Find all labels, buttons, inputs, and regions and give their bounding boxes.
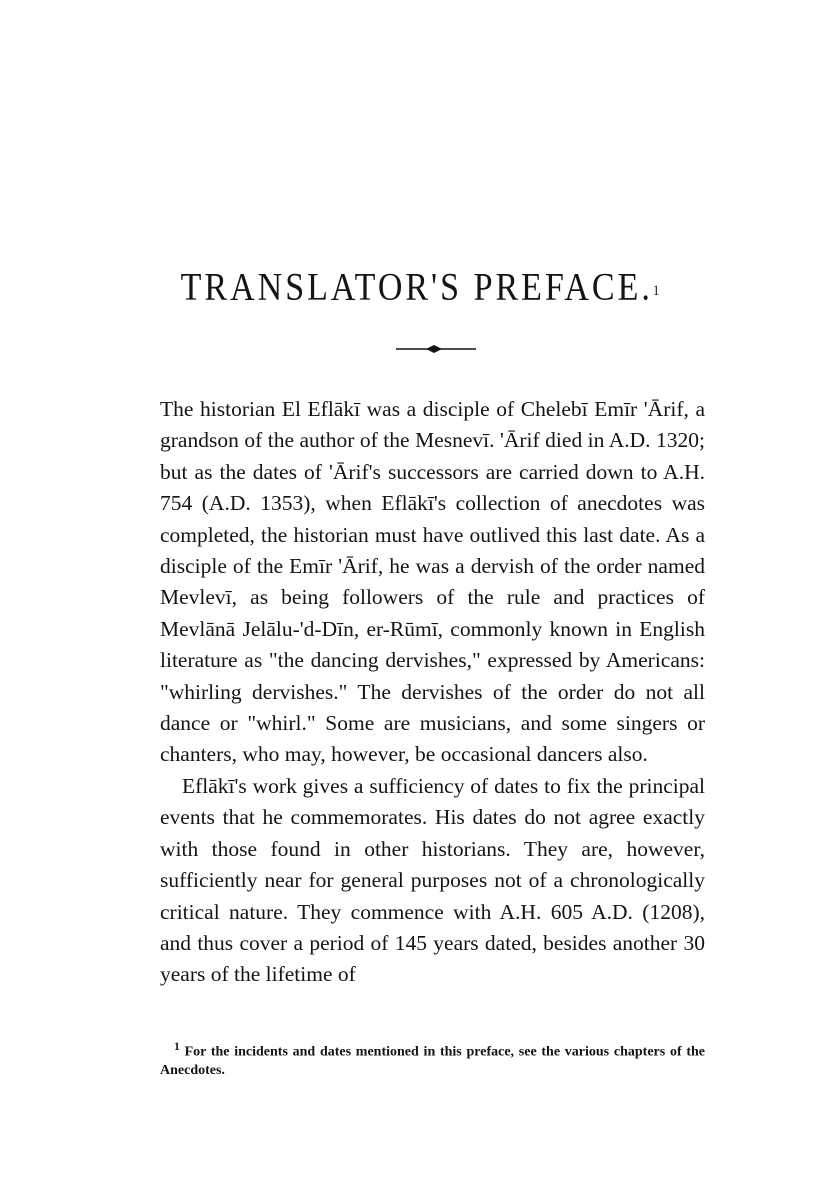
page-title-text: TRANSLATOR'S PREFACE.	[180, 266, 653, 309]
body-text	[160, 394, 705, 991]
ornament-divider	[396, 342, 476, 356]
paragraph-2: Eflākī's work gives a sufficiency of dates to fix the principal events that he commemorates. His dates do not agree exactly with those found in other historians. They are, however, sufficiently near for general purposes not of a chronologically critical nature. They commence with A.H. 605 A.D. (1208), and thus cover a period of 145 years dated, besides another 30 years of the lifetime of	[160, 773, 705, 987]
footnote	[160, 1038, 705, 1080]
page-title	[0, 265, 840, 311]
title-footnote-marker: 1	[652, 281, 660, 299]
footnote-body	[160, 1038, 705, 1080]
paragraph-1: The historian El Eflākī was a disciple of Chelebī Emīr 'Ārif, a grandson of the author of the Mesnevī. 'Ārif died in A.D. 1320; but as the dates of 'Ārif's successors are carried down to A.H. 754 (A.D. 1353), when Eflākī's collection of anecdotes was completed, the historian must have outlived this last date. As a disciple of the Emīr 'Ārif, he was a dervish of the order named Mevlevī, as being followers of the rule and practices of Mevlānā Jelālu-'d-Dīn, er-Rūmī, commonly known in English literature as "the dancing dervishes," expressed by Americans: "whirling dervishes." The dervishes of the order do not all dance or "whirl." Some are musicians, and some singers or chanters, who may, however, be occasional dancers also.	[160, 397, 705, 767]
footnote-text: For the incidents and dates mentioned in this preface, see the various chapters of the Anecdotes.	[160, 1044, 706, 1078]
footnote-marker: 1	[174, 1040, 180, 1053]
